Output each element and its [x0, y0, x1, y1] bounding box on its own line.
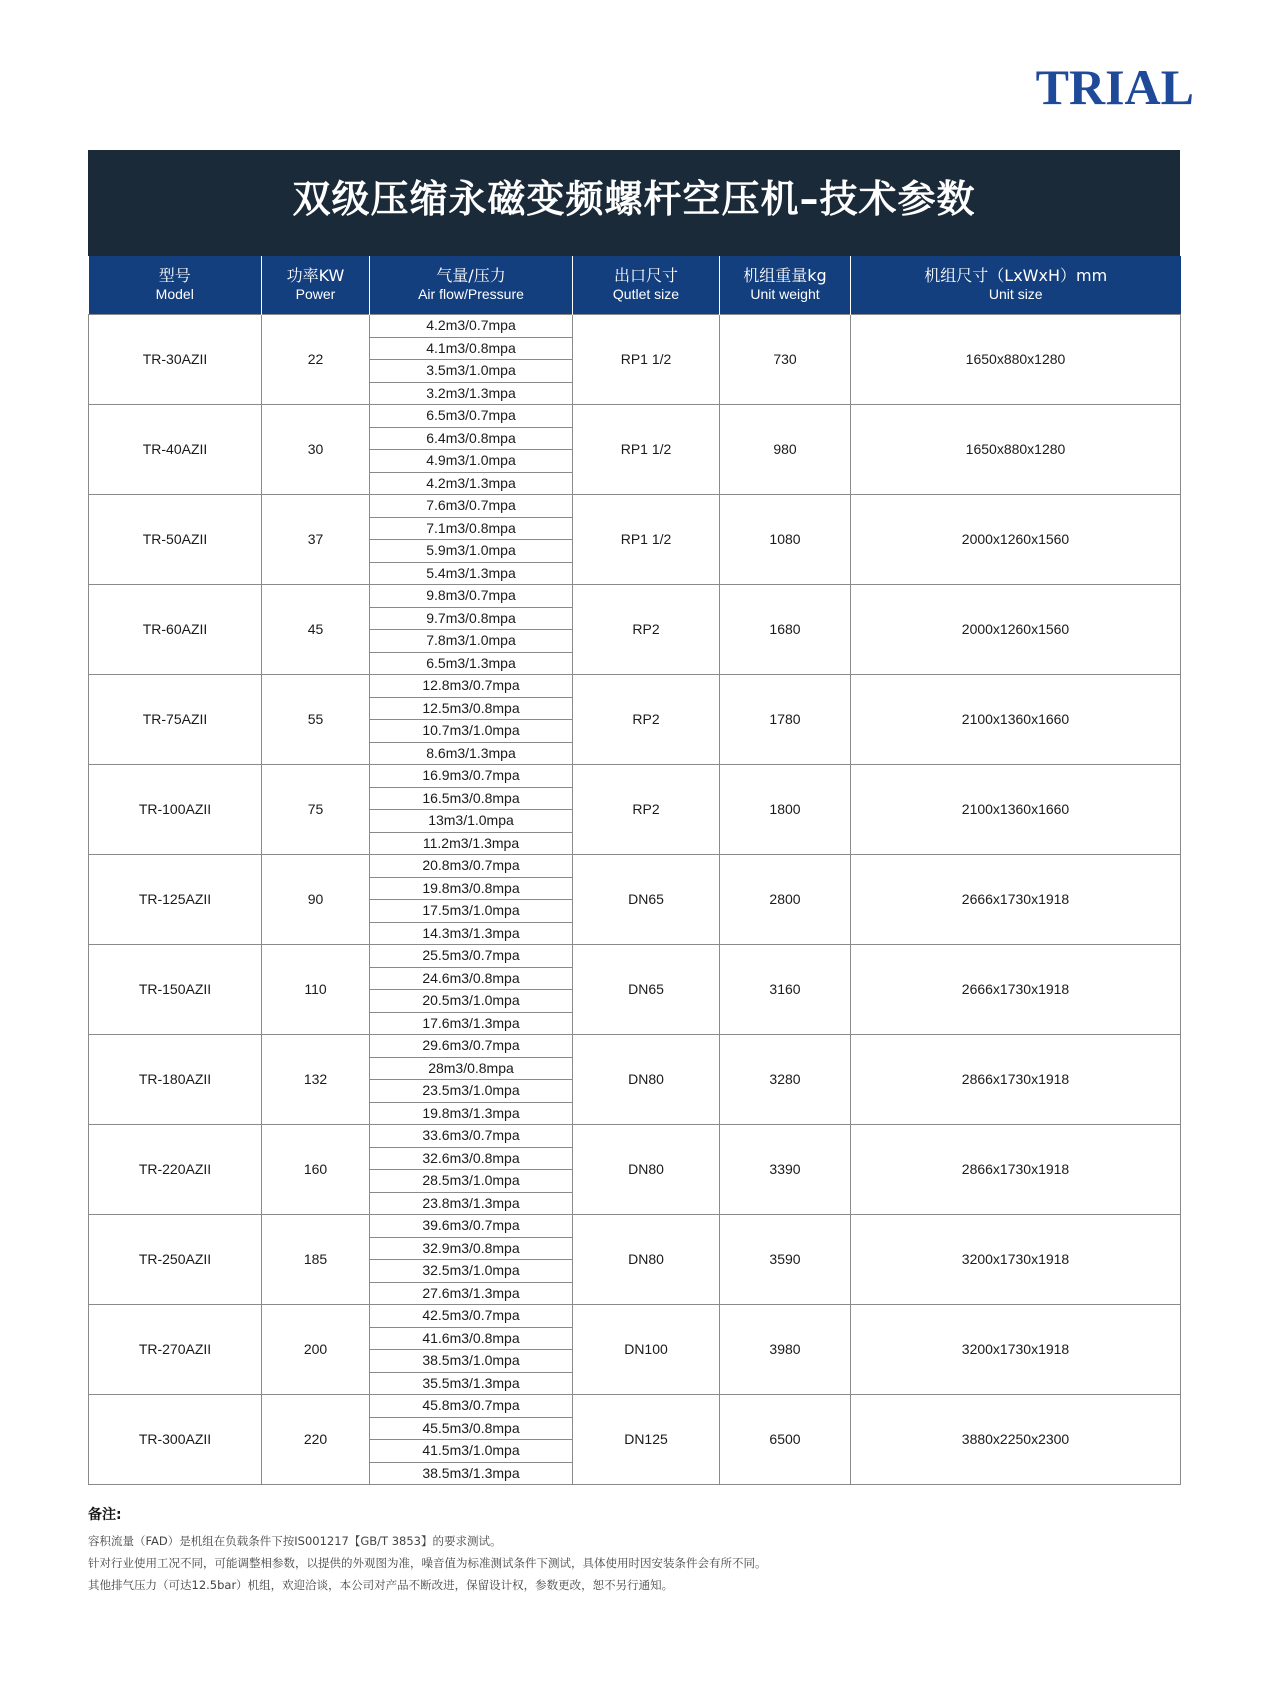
outlet-cell: DN80 [573, 1125, 720, 1215]
table-row [89, 945, 1181, 968]
size-cell: 2000x1260x1560 [851, 495, 1181, 585]
flow-cell: 3.2m3/1.3mpa [370, 382, 573, 405]
flow-cell: 10.7m3/1.0mpa [370, 720, 573, 743]
table-row [89, 855, 1181, 878]
weight-cell: 3160 [720, 945, 851, 1035]
weight-cell: 3390 [720, 1125, 851, 1215]
column-header-en: Qutlet size [612, 286, 680, 303]
flow-cell: 42.5m3/0.7mpa [370, 1305, 573, 1328]
size-cell: 3200x1730x1918 [851, 1215, 1181, 1305]
table-row [89, 1305, 1181, 1328]
model-cell: TR-150AZII [89, 945, 262, 1035]
weight-cell: 6500 [720, 1395, 851, 1485]
column-header-zh: 机组尺寸（LxWxH）mm [924, 266, 1108, 286]
power-cell: 160 [262, 1125, 370, 1215]
flow-cell: 23.8m3/1.3mpa [370, 1192, 573, 1215]
table-header-row [89, 256, 1181, 315]
flow-cell: 33.6m3/0.7mpa [370, 1125, 573, 1148]
model-cell: TR-50AZII [89, 495, 262, 585]
outlet-cell: DN65 [573, 855, 720, 945]
outlet-cell: DN80 [573, 1035, 720, 1125]
outlet-cell: DN80 [573, 1215, 720, 1305]
column-header-zh: 气量/压力 [436, 266, 506, 286]
flow-cell: 25.5m3/0.7mpa [370, 945, 573, 968]
size-cell: 2866x1730x1918 [851, 1035, 1181, 1125]
weight-cell: 980 [720, 405, 851, 495]
weight-cell: 1780 [720, 675, 851, 765]
outlet-cell: RP1 1/2 [573, 315, 720, 405]
power-cell: 110 [262, 945, 370, 1035]
column-header [720, 256, 851, 315]
column-header [573, 256, 720, 315]
flow-cell: 20.5m3/1.0mpa [370, 990, 573, 1013]
table-row [89, 405, 1181, 428]
size-cell: 3880x2250x2300 [851, 1395, 1181, 1485]
power-cell: 132 [262, 1035, 370, 1125]
flow-cell: 28.5m3/1.0mpa [370, 1170, 573, 1193]
weight-cell: 1080 [720, 495, 851, 585]
flow-cell: 7.8m3/1.0mpa [370, 630, 573, 653]
weight-cell: 1680 [720, 585, 851, 675]
flow-cell: 16.9m3/0.7mpa [370, 765, 573, 788]
flow-cell: 24.6m3/0.8mpa [370, 967, 573, 990]
flow-cell: 38.5m3/1.3mpa [370, 1462, 573, 1485]
power-cell: 55 [262, 675, 370, 765]
flow-cell: 4.2m3/0.7mpa [370, 315, 573, 338]
flow-cell: 19.8m3/1.3mpa [370, 1102, 573, 1125]
flow-cell: 41.6m3/0.8mpa [370, 1327, 573, 1350]
column-header [370, 256, 573, 315]
size-cell: 1650x880x1280 [851, 405, 1181, 495]
note-line: 针对行业使用工况不同，可能调整相参数，以提供的外观图为准，噪音值为标准测试条件下测试，具体使用时因安装条件会有所不同。 [88, 1556, 767, 1570]
column-header-en: Unit size [988, 286, 1043, 303]
spec-sheet [88, 150, 1180, 1485]
power-cell: 200 [262, 1305, 370, 1395]
table-row [89, 675, 1181, 698]
size-cell: 2666x1730x1918 [851, 945, 1181, 1035]
note-line: 容积流量（FAD）是机组在负载条件下按IS001217【GB/T 3853】的要求测试。 [88, 1534, 502, 1548]
table-body [89, 315, 1181, 1485]
flow-cell: 7.1m3/0.8mpa [370, 517, 573, 540]
flow-cell: 6.4m3/0.8mpa [370, 427, 573, 450]
table-row [89, 1395, 1181, 1418]
table-row [89, 1125, 1181, 1148]
column-header-zh: 出口尺寸 [613, 266, 678, 286]
model-cell: TR-220AZII [89, 1125, 262, 1215]
model-cell: TR-125AZII [89, 855, 262, 945]
model-cell: TR-180AZII [89, 1035, 262, 1125]
weight-cell: 730 [720, 315, 851, 405]
outlet-cell: DN100 [573, 1305, 720, 1395]
column-header-en: Model [155, 286, 194, 303]
flow-cell: 12.8m3/0.7mpa [370, 675, 573, 698]
flow-cell: 3.5m3/1.0mpa [370, 360, 573, 383]
outlet-cell: RP2 [573, 765, 720, 855]
column-header-en: Power [295, 286, 336, 303]
outlet-cell: DN65 [573, 945, 720, 1035]
power-cell: 220 [262, 1395, 370, 1485]
model-cell: TR-250AZII [89, 1215, 262, 1305]
flow-cell: 4.2m3/1.3mpa [370, 472, 573, 495]
flow-cell: 39.6m3/0.7mpa [370, 1215, 573, 1238]
flow-cell: 38.5m3/1.0mpa [370, 1350, 573, 1373]
column-header [262, 256, 370, 315]
column-header [89, 256, 262, 315]
power-cell: 30 [262, 405, 370, 495]
flow-cell: 4.9m3/1.0mpa [370, 450, 573, 473]
table-row [89, 495, 1181, 518]
spec-table [88, 256, 1181, 1485]
weight-cell: 3980 [720, 1305, 851, 1395]
flow-cell: 19.8m3/0.8mpa [370, 877, 573, 900]
flow-cell: 8.6m3/1.3mpa [370, 742, 573, 765]
flow-cell: 14.3m3/1.3mpa [370, 922, 573, 945]
flow-cell: 13m3/1.0mpa [370, 810, 573, 833]
table-row [89, 1035, 1181, 1058]
flow-cell: 17.6m3/1.3mpa [370, 1012, 573, 1035]
size-cell: 2866x1730x1918 [851, 1125, 1181, 1215]
outlet-cell: RP1 1/2 [573, 405, 720, 495]
table-row [89, 585, 1181, 608]
flow-cell: 28m3/0.8mpa [370, 1057, 573, 1080]
flow-cell: 20.8m3/0.7mpa [370, 855, 573, 878]
flow-cell: 7.6m3/0.7mpa [370, 495, 573, 518]
model-cell: TR-100AZII [89, 765, 262, 855]
outlet-cell: DN125 [573, 1395, 720, 1485]
page-title: 双级压缩永磁变频螺杆空压机–技术参数 [88, 150, 1180, 256]
flow-cell: 17.5m3/1.0mpa [370, 900, 573, 923]
model-cell: TR-300AZII [89, 1395, 262, 1485]
power-cell: 22 [262, 315, 370, 405]
size-cell: 2000x1260x1560 [851, 585, 1181, 675]
column-header-zh: 机组重量kg [743, 266, 827, 286]
flow-cell: 35.5m3/1.3mpa [370, 1372, 573, 1395]
model-cell: TR-270AZII [89, 1305, 262, 1395]
table-row [89, 765, 1181, 788]
note-line: 其他排气压力（可达12.5bar）机组，欢迎洽谈，本公司对产品不断改进，保留设计权，参数更改，恕不另行通知。 [88, 1578, 674, 1592]
notes-heading: 备注: [88, 1507, 122, 1523]
model-cell: TR-30AZII [89, 315, 262, 405]
flow-cell: 12.5m3/0.8mpa [370, 697, 573, 720]
size-cell: 1650x880x1280 [851, 315, 1181, 405]
flow-cell: 41.5m3/1.0mpa [370, 1440, 573, 1463]
model-cell: TR-40AZII [89, 405, 262, 495]
column-header-zh: 型号 [158, 266, 191, 286]
power-cell: 37 [262, 495, 370, 585]
flow-cell: 6.5m3/0.7mpa [370, 405, 573, 428]
flow-cell: 5.9m3/1.0mpa [370, 540, 573, 563]
flow-cell: 9.7m3/0.8mpa [370, 607, 573, 630]
outlet-cell: RP2 [573, 585, 720, 675]
outlet-cell: RP1 1/2 [573, 495, 720, 585]
column-header-en: Unit weight [750, 286, 820, 303]
flow-cell: 29.6m3/0.7mpa [370, 1035, 573, 1058]
column-header-zh: 功率KW [286, 266, 345, 286]
flow-cell: 45.8m3/0.7mpa [370, 1395, 573, 1418]
power-cell: 45 [262, 585, 370, 675]
table-row [89, 315, 1181, 338]
size-cell: 3200x1730x1918 [851, 1305, 1181, 1395]
flow-cell: 45.5m3/0.8mpa [370, 1417, 573, 1440]
flow-cell: 23.5m3/1.0mpa [370, 1080, 573, 1103]
flow-cell: 11.2m3/1.3mpa [370, 832, 573, 855]
brand-logo: TRIAL [1035, 59, 1194, 115]
column-header [851, 256, 1181, 315]
flow-cell: 32.5m3/1.0mpa [370, 1260, 573, 1283]
weight-cell: 3590 [720, 1215, 851, 1305]
flow-cell: 6.5m3/1.3mpa [370, 652, 573, 675]
power-cell: 185 [262, 1215, 370, 1305]
outlet-cell: RP2 [573, 675, 720, 765]
flow-cell: 5.4m3/1.3mpa [370, 562, 573, 585]
notes-section [88, 1504, 1180, 1596]
power-cell: 90 [262, 855, 370, 945]
weight-cell: 1800 [720, 765, 851, 855]
size-cell: 2666x1730x1918 [851, 855, 1181, 945]
flow-cell: 32.6m3/0.8mpa [370, 1147, 573, 1170]
flow-cell: 32.9m3/0.8mpa [370, 1237, 573, 1260]
weight-cell: 3280 [720, 1035, 851, 1125]
table-row [89, 1215, 1181, 1238]
size-cell: 2100x1360x1660 [851, 675, 1181, 765]
model-cell: TR-75AZII [89, 675, 262, 765]
column-header-en: Air flow/Pressure [418, 286, 524, 303]
model-cell: TR-60AZII [89, 585, 262, 675]
flow-cell: 4.1m3/0.8mpa [370, 337, 573, 360]
flow-cell: 9.8m3/0.7mpa [370, 585, 573, 608]
flow-cell: 16.5m3/0.8mpa [370, 787, 573, 810]
power-cell: 75 [262, 765, 370, 855]
flow-cell: 27.6m3/1.3mpa [370, 1282, 573, 1305]
size-cell: 2100x1360x1660 [851, 765, 1181, 855]
weight-cell: 2800 [720, 855, 851, 945]
